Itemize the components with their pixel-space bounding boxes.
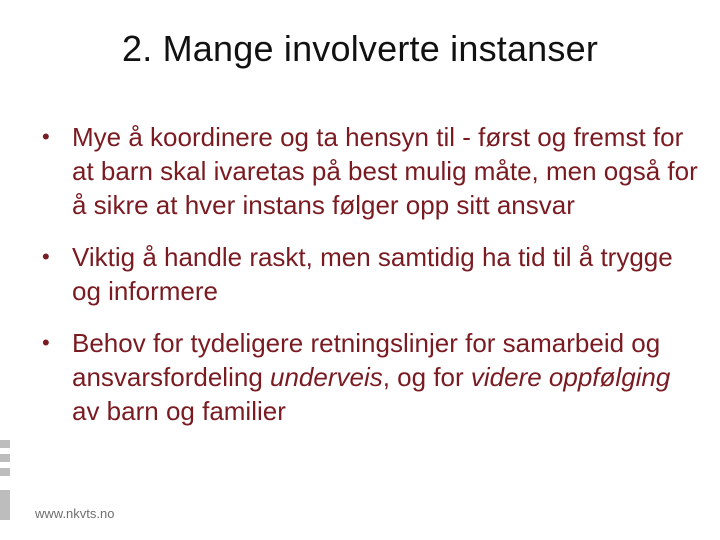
- bullet-text-1: Mye å koordinere og ta hensyn til - først og fremst for at barn skal ivaretas på best mulig måte, men også for å sikre at hver instans følger opp sitt ansvar: [72, 122, 698, 220]
- bullet-dot-icon: •: [42, 330, 50, 355]
- bullet-text-3d-italic: videre oppfølging: [470, 362, 671, 392]
- bullet-text-2: Viktig å handle raskt, men samtidig ha tid til å trygge og informere: [72, 242, 673, 306]
- bullet-text-3a: Behov for tydeligere retningslinjer for samarbeid og ansvarsfordeling: [72, 328, 661, 392]
- bullet-item-3: [42, 326, 702, 428]
- bullet-item-2: [42, 240, 702, 308]
- bullet-item-1: [42, 120, 702, 222]
- bullet-text-3c: , og for: [382, 362, 471, 392]
- nkvts-logo-bars-icon: [0, 432, 18, 522]
- bullet-text-3b-italic: underveis: [270, 362, 383, 392]
- bullet-dot-icon: •: [42, 124, 50, 149]
- bullet-text-3e: av barn og familier: [72, 396, 286, 426]
- slide-title: 2. Mange involverte instanser: [121, 28, 599, 69]
- footer-url: www.nkvts.no: [35, 506, 115, 521]
- bullet-list: [42, 120, 702, 428]
- bullet-dot-icon: •: [42, 244, 50, 269]
